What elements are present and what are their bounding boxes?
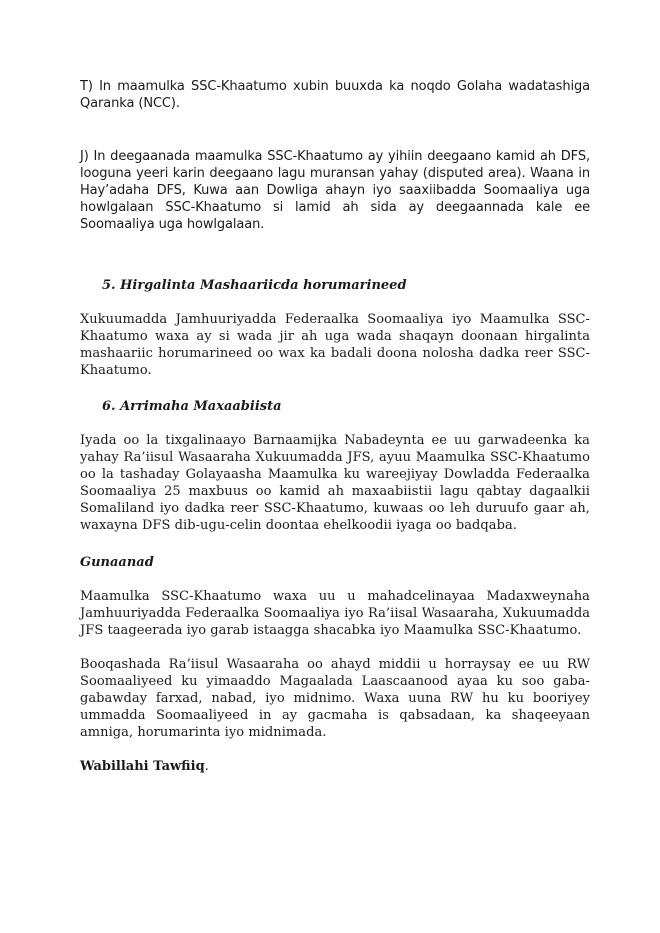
conclusion-heading: Gunaanad — [80, 555, 154, 570]
document-page — [80, 78, 590, 775]
section-6-heading: 6. Arrimaha Maxaabiista — [102, 399, 282, 414]
conclusion-body-2: Booqashada Ra’iisul Wasaaraha oo ahayd middii u horraysay ee uu RW Soomaaliyeed ku yimaaddo Magaalada Laascaanood ayaa ku soo gaba-gabawday farxad, nabad, iyo midnimo. Waxa uuna RW hu ku booriyey ummadda Soomaaliyeed in ay gacmaha is qabsadaan, ka shaqeeyaan amniga, horumarinta iyo midnimada. — [80, 657, 590, 740]
section-5-body: Xukuumadda Jamhuuriyadda Federaalka Soomaaliya iyo Maamulka SSC-Khaatumo waxa ay si wada jir ah uga wada shaqayn doonaan hirgalinta mashaariic horumarineed oo wax ka badali doona nolosha dadka reer SSC-Khaatumo. — [80, 312, 590, 378]
closing-line — [80, 758, 590, 775]
paragraph-j: J) In deegaanada maamulka SSC-Khaatumo ay yihiin deegaano kamid ah DFS, looguna yeeri karin deegaano lagu muransan yahay (disputed area). Waana in Hay’adaha DFS, Kuwa aan Dowliga ahayn iyo saaxiibadda Soomaaliya uga howlgalaan SSC-Khaatumo si lamid ah sida ay deegaannada kale ee Soomaaliya uga howlgalaan. — [80, 149, 590, 232]
section-6-body: Iyada oo la tixgalinaayo Barnaamijka Nabadeynta ee uu garwadeenka ka yahay Ra’iisul Wasaaraha Xukuumadda JFS, ayuu Maamulka SSC-Khaatumo oo la tashaday Golayaasha Maamulka ku wareejiyay Dowladda Federaalka Soomaaliya 25 maxbuus oo kamid ah maxaabiistii lagu qabtay dagaalkii Somaliland iyo dadka reer SSC-Khaatumo, kuwaas oo leh duruufo gaar ah, waxayna DFS dib-ugu-celin doontaa ehelkoodii iyaga oo badqaba. — [80, 433, 590, 533]
paragraph-t: T) In maamulka SSC-Khaatumo xubin buuxda ka noqdo Golaha wadatashiga Qaranka (NCC). — [80, 79, 590, 111]
closing-period: . — [204, 759, 209, 774]
closing-signature: Wabillahi Tawfiiq — [80, 759, 205, 774]
conclusion-body-1: Maamulka SSC-Khaatumo waxa uu u mahadcelinayaa Madaxweynaha Jamhuuriyadda Federaalka Soomaaliya iyo Ra’iisal Wasaaraha, Xukuumadda JFS taageerada iyo garab istaagga shacabka iyo Maamulka SSC-Khaatumo. — [80, 589, 590, 638]
section-5-heading: 5. Hirgalinta Mashaariicda horumarineed — [102, 278, 407, 293]
